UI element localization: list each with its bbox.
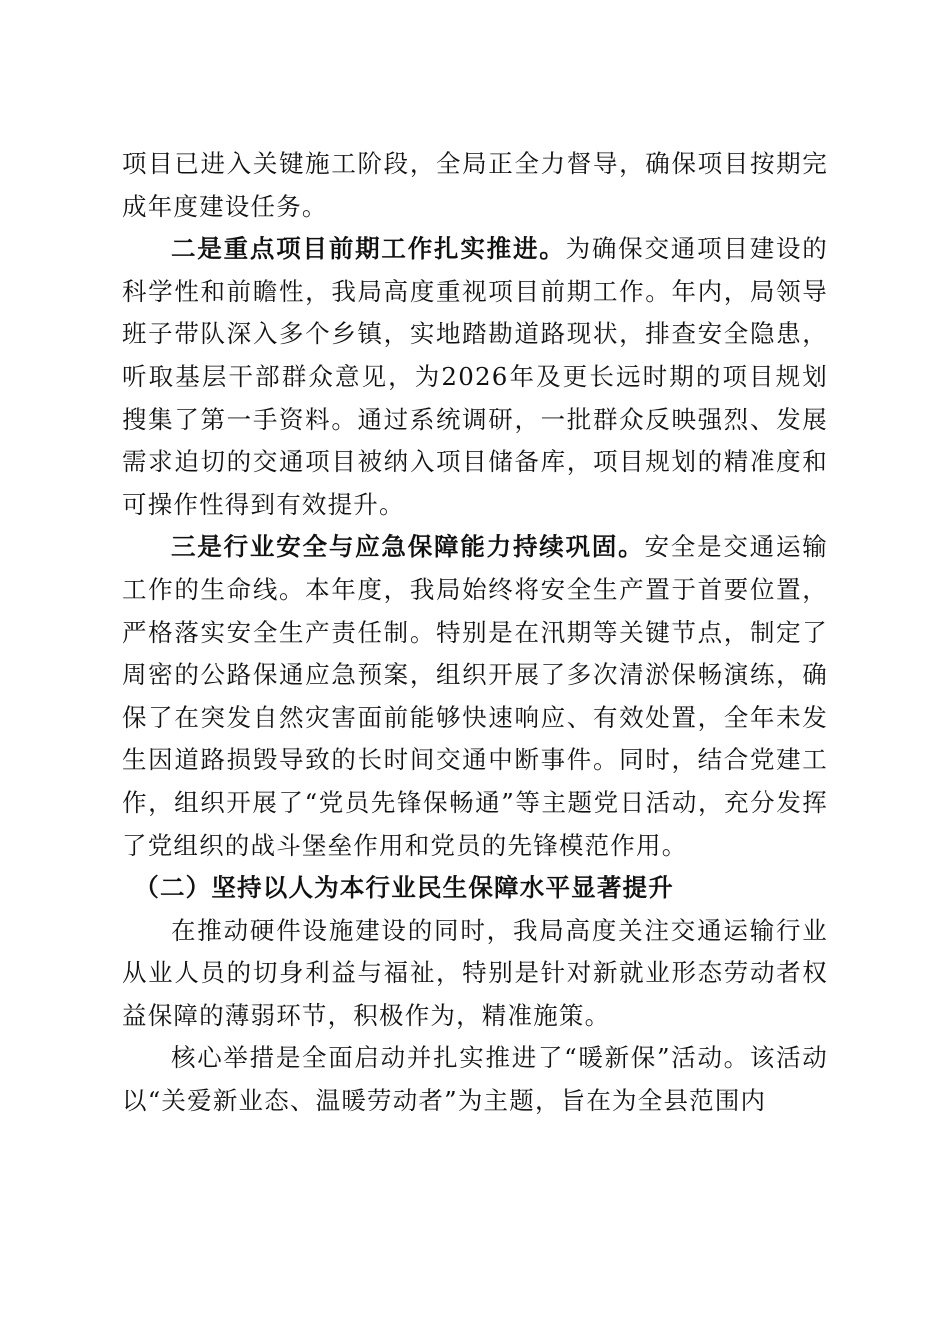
paragraph-text: 核心举措是全面启动并扎实推进了“暖新保”活动。该活动以“关爱新业态、温暖劳动者”为主题，旨在为全县范围内 <box>122 1043 828 1116</box>
paragraph-livelihood <box>122 910 828 1038</box>
paragraph-continuation <box>122 143 828 228</box>
document-body <box>122 143 828 1123</box>
paragraph-safety <box>122 526 828 867</box>
paragraph-core-measure <box>122 1037 828 1122</box>
paragraph-text: 在推动硬件设施建设的同时，我局高度关注交通运输行业从业人员的切身利益与福祉，特别是针对新就业形态劳动者权益保障的薄弱环节，积极作为，精准施策。 <box>122 915 828 1030</box>
paragraph-lead: 三是行业安全与应急保障能力持续巩固。 <box>171 532 645 562</box>
paragraph-key-projects <box>122 228 828 526</box>
paragraph-lead: 二是重点项目前期工作扎实推进。 <box>171 234 566 264</box>
section-heading: （二）坚持以人为本行业民生保障水平显著提升 <box>134 873 674 903</box>
paragraph-text: 为确保交通项目建设的科学性和前瞻性，我局高度重视项目前期工作。年内，局领导班子带队深入多个乡镇，实地踏勘道路现状，排查安全隐患，听取基层干部群众意见，为2026年及更长远时期的项目规划搜集了第一手资料。通过系统调研，一批群众反映强烈、发展需求迫切的交通项目被纳入项目储备库，项目规划的精准度和可操作性得到有效提升。 <box>122 234 828 519</box>
paragraph-text: 项目已进入关键施工阶段，全局正全力督导，确保项目按期完成年度建设任务。 <box>122 149 828 221</box>
paragraph-text: 安全是交通运输工作的生命线。本年度，我局始终将安全生产置于首要位置，严格落实安全生产责任制。特别是在汛期等关键节点，制定了周密的公路保通应急预案，组织开展了多次清淤保畅演练，确保了在突发自然灾害面前能够快速响应、有效处置，全年未发生因道路损毁导致的长时间交通中断事件。同时，结合党建工作，组织开展了“党员先锋保畅通”等主题党日活动，充分发挥了党组织的战斗堡垒作用和党员的先锋模范作用。 <box>122 532 828 860</box>
